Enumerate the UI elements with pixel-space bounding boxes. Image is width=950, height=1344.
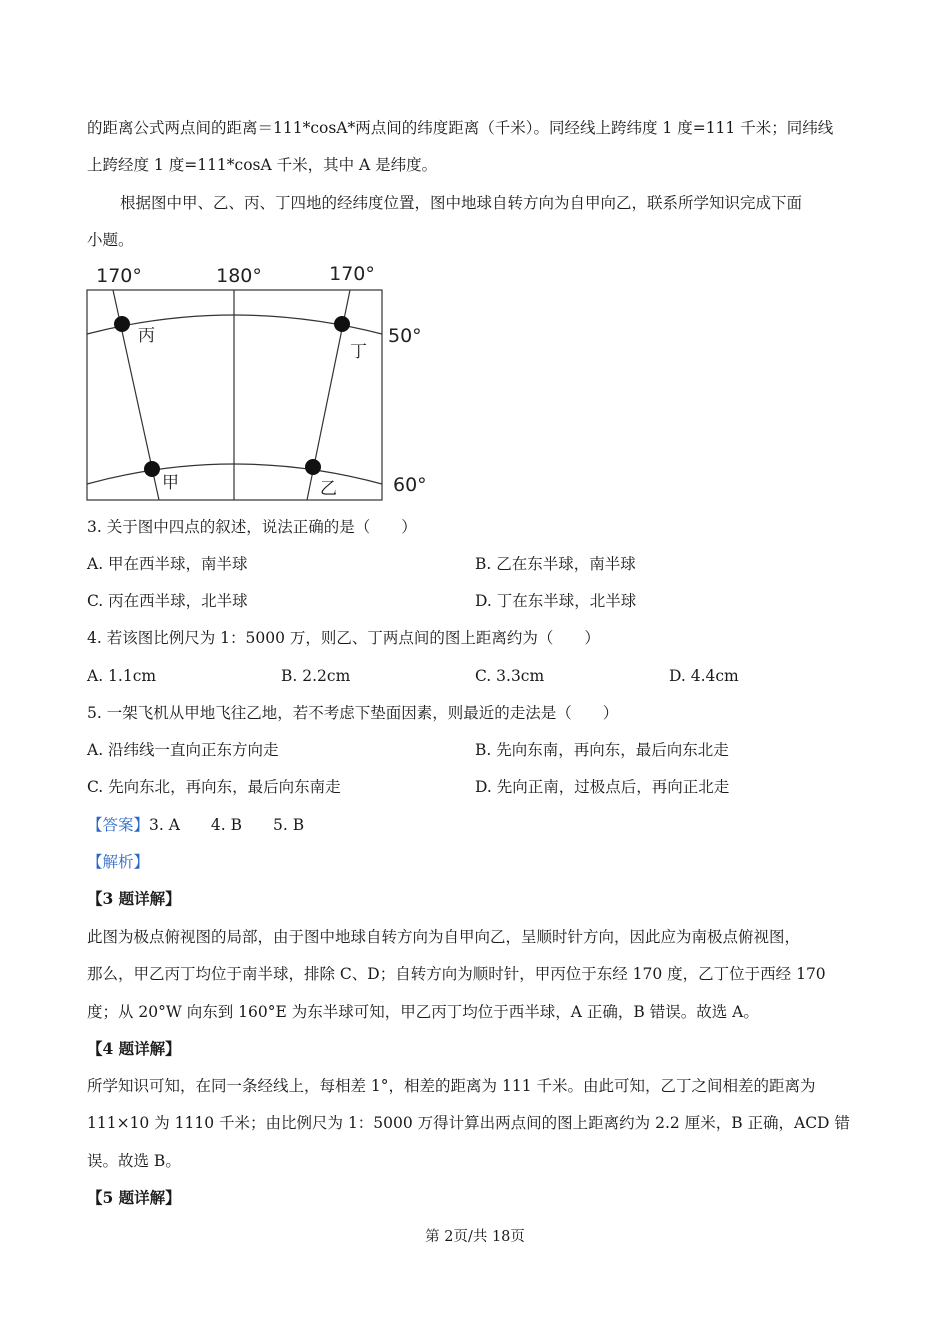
- lat-label-50: 50°: [388, 325, 422, 347]
- detail5-title: 【5 题详解】: [87, 1188, 181, 1207]
- intro-line-1: 的距离公式两点间的距离＝111*cosA*两点间的纬度距离（千米）。同经线上跨纬度 1 度=111 千米；同纬线: [87, 119, 834, 137]
- detail4-line-1: 所学知识可知，在同一条经线上，每相差 1°，相差的距离为 111 千米。由此可知，乙丁之间相差的距离为: [87, 1077, 816, 1095]
- polar-map-figure: [80, 258, 440, 508]
- point-jia-label: 甲: [162, 473, 179, 493]
- answer-line: [87, 815, 304, 835]
- intro-line-4: 小题。: [87, 231, 134, 249]
- q3-stem: 3. 关于图中四点的叙述，说法正确的是（ ）: [87, 518, 417, 536]
- q5-option-d: D. 先向正南，过极点后，再向正北走: [475, 778, 730, 796]
- lat-label-60: 60°: [393, 474, 427, 496]
- point-ding-label: 丁: [350, 342, 367, 362]
- q3-option-c: C. 丙在西半球，北半球: [87, 592, 248, 610]
- q5-option-a: A. 沿纬线一直向正东方向走: [87, 741, 279, 759]
- answer-text: 3. A 4. B 5. B: [149, 816, 305, 834]
- point-bing-label: 丙: [138, 326, 155, 346]
- point-yi-label: 乙: [320, 479, 337, 499]
- q5-option-b: B. 先向东南，再向东，最后向东北走: [475, 741, 729, 759]
- detail4-title: 【4 题详解】: [87, 1039, 181, 1058]
- q5-option-c: C. 先向东北，再向东，最后向东南走: [87, 778, 341, 796]
- detail4-line-2: 111×10 为 1110 千米；由比例尺为 1：5000 万得计算出两点间的图上距离约为 2.2 厘米，B 正确，ACD 错: [87, 1114, 850, 1132]
- detail3-line-3: 度；从 20°W 向东到 160°E 为东半球可知，甲乙丙丁均位于西半球，A 正确，B 错误。故选 A。: [87, 1003, 759, 1021]
- lon-label-right: 170°: [329, 263, 375, 285]
- point-ding-dot: [334, 316, 350, 332]
- lon-label-center: 180°: [216, 265, 262, 287]
- q3-option-b: B. 乙在东半球，南半球: [475, 555, 636, 573]
- q5-stem: 5. 一架飞机从甲地飞往乙地，若不考虑下垫面因素，则最近的走法是（ ）: [87, 704, 619, 722]
- q3-option-d: D. 丁在东半球，北半球: [475, 592, 637, 610]
- q4-option-d: D. 4.4cm: [669, 667, 739, 685]
- q4-option-b: B. 2.2cm: [281, 667, 351, 685]
- q3-option-a: A. 甲在西半球，南半球: [87, 555, 248, 573]
- q4-option-c: C. 3.3cm: [475, 667, 545, 685]
- intro-line-2: 上跨经度 1 度=111*cosA 千米，其中 A 是纬度。: [87, 156, 438, 174]
- point-bing-dot: [114, 316, 130, 332]
- answer-tag: 【答案】: [87, 816, 150, 834]
- analysis-tag: 【解析】: [87, 853, 150, 871]
- detail3-title: 【3 题详解】: [87, 889, 181, 908]
- q4-option-a: A. 1.1cm: [87, 667, 157, 685]
- lon-label-left: 170°: [96, 265, 142, 287]
- intro-line-3: 根据图中甲、乙、丙、丁四地的经纬度位置，图中地球自转方向为自甲向乙，联系所学知识完成下面: [120, 194, 803, 212]
- point-yi-dot: [305, 459, 321, 475]
- detail3-line-1: 此图为极点俯视图的局部，由于图中地球自转方向为自甲向乙，呈顺时针方向，因此应为南极点俯视图，: [87, 928, 801, 946]
- point-jia-dot: [144, 461, 160, 477]
- detail4-line-3: 误。故选 B。: [87, 1152, 181, 1170]
- detail3-line-2: 那么，甲乙丙丁均位于南半球，排除 C、D；自转方向为顺时针，甲丙位于东经 170 度，乙丁位于西经 170: [87, 965, 826, 983]
- q4-stem: 4. 若该图比例尺为 1：5000 万，则乙、丁两点间的图上距离约为（ ）: [87, 629, 600, 647]
- page-footer: 第 2页/共 18页: [425, 1229, 525, 1245]
